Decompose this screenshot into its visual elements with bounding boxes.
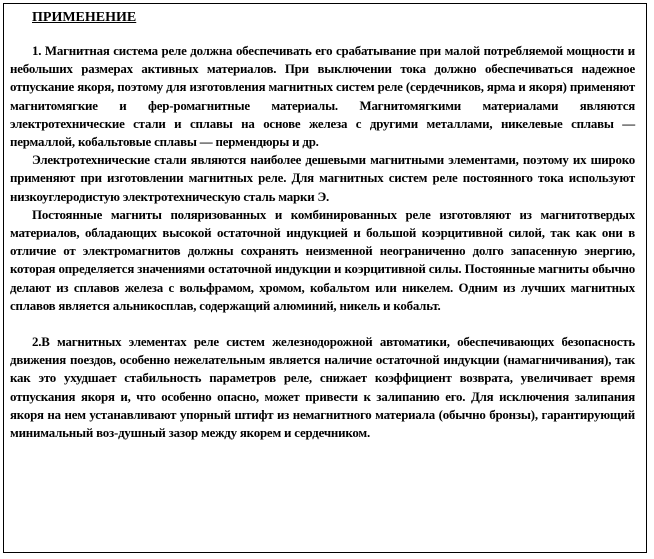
paragraph-4: 2.В магнитных элементах реле систем железнодорожной автоматики, обеспечивающих безопасность движения поездов, особенно нежелательным является наличие остаточной индукции (намагничивания), так как это ухудшает стабильность параметров реле, снижает коэффициент возврата, увеличивает время отпускания якоря и, что особенно опасно, может привести к залипанию его. Для исключения залипания якоря на нем устанавливают упорный штифт из немагнитного материала (обычно бронзы), гарантирующий минимальный воз-душный зазор между якорем и сердечником.: [10, 335, 635, 441]
paragraph-1: 1. Магнитная система реле должна обеспечивать его срабатывание при малой потребляемой мощности и небольших размерах активных материалов. При выключении тока должно обеспечиваться надежное отпускание якоря, поэтому для изготовления магнитных систем реле (сердечников, ярма и якоря) применяют магнитомягкие и фер-ромагнитные материалы. Магнитомягкими материалами являются электротехнические стали и сплавы на основе железа с другими металлами, никелевые сплавы — пермаллой, кобальтовые сплавы — пермендюры и др.: [10, 44, 635, 150]
paragraph-3: Постоянные магниты поляризованных и комбинированных реле изготовляют из магнитотвердых материалов, обладающих высокой остаточной индукцией и большой коэрцитивной силой, так как они в отличие от электромагнитов должны сохранять неизменной неограниченно долго запасенную энергию, которая определяется значениями остаточной индукции и коэрцитивной силы. Постоянные магниты обычно делают из сплавов железа с вольфрамом, хромом, кобальтом или никелем. Одним из лучших магнитных сплавов является альникосплав, содержащий алюминий, никель и кобальт.: [10, 207, 635, 313]
document-body: [10, 8, 635, 442]
spacer: [10, 28, 635, 42]
paragraph-2: Электротехнические стали являются наиболее дешевыми магнитными элементами, поэтому их широко применяют при изготовлении магнитных реле. Для магнитных систем реле постоянного тока используют низкоуглеродистую электротехническую сталь марки Э.: [10, 153, 635, 204]
document-title: ПРИМЕНЕНИЕ: [32, 10, 137, 25]
spacer: [10, 315, 635, 333]
